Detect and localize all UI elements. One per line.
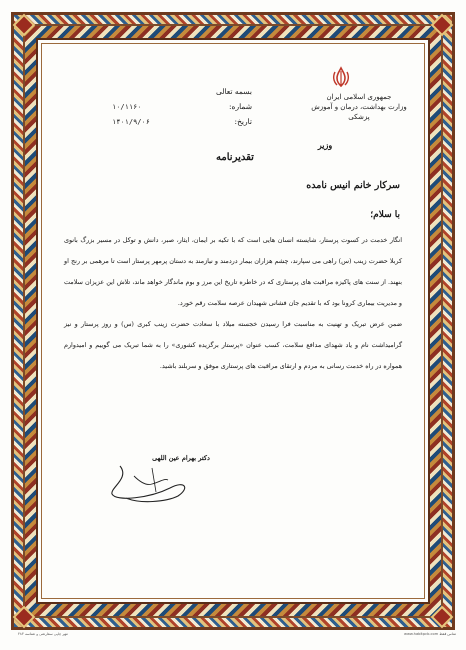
footer-right-note: www.habitpcb.com تماس فقط (404, 632, 456, 636)
date-label: تاریخ: (234, 117, 252, 126)
recipient-name: سرکار خانم انیس نامده (306, 180, 400, 191)
document-title: تقدیرنامه (216, 152, 254, 163)
letter-body (64, 230, 402, 377)
date-row (112, 114, 252, 129)
greeting: با سلام؛ (370, 210, 400, 220)
body-paragraph: ضمن عرض تبریک و تهنیت به مناسبت فرا رسیدن خجسته میلاد با سعادت حضرت زینب کبری (س) و روز پرستار و نیز گرامیداشت نام و یاد شهدای مدافع سلامت، کسب عنوان «پرستار برگزیده کشوری» را به شما تبریک می گوییم و امیدوارم همواره در راه خدمت رسانی به مردم و ارتقای مراقبت های پرستاری موفق و سربلند باشید. (64, 320, 402, 370)
date-value: ۱۴۰۱/۹/۰۶ (112, 117, 150, 126)
ministry-header (304, 92, 414, 122)
iran-emblem-icon (330, 66, 352, 88)
letter-meta (112, 84, 252, 129)
minister-title: وزیر (317, 140, 333, 150)
footer-left-note: مهر چاپی سفارشی و شناسه ۴۸۳ (18, 632, 68, 636)
body-paragraph: انگار خدمت در کسوت پرستار، شایسته انسان هایی است که با تکیه بر ایمان، ایثار، صبر، دانش و توکل در مسیر بزرگ بانوی کربلا حضرت زینب (س) راهی می سپارند، چشم هزاران بیمار دردمند و نیازمند به دستان پرمهر پرستار است تا مرهمی بر رنج او بنهند. از سنت های پاکیزه مراقبت های پرستاری که در خاطره تاریخ این مرز و بوم ماندگار خواهد ماند، تلاش این عزیزان سلامت و مدیریت بیماری کرونا بود که با تقدیم جان فشانی شهیدان عرصه سلامت رقم خورد. (64, 236, 402, 307)
number-row (112, 99, 252, 114)
bismillah-row (112, 84, 252, 99)
number-label: شماره: (229, 102, 252, 111)
number-value: ۱۰/۱۱۶۰ (112, 102, 142, 111)
handwritten-signature (90, 458, 210, 508)
ministry-name: وزارت بهداشت، درمان و آموزش پزشکی (311, 103, 407, 121)
signatory-name: دکتر بهرام عین اللهی (152, 454, 210, 462)
country-name: جمهوری اسلامی ایران (326, 93, 392, 101)
bismillah: بسمه تعالی (215, 87, 252, 96)
